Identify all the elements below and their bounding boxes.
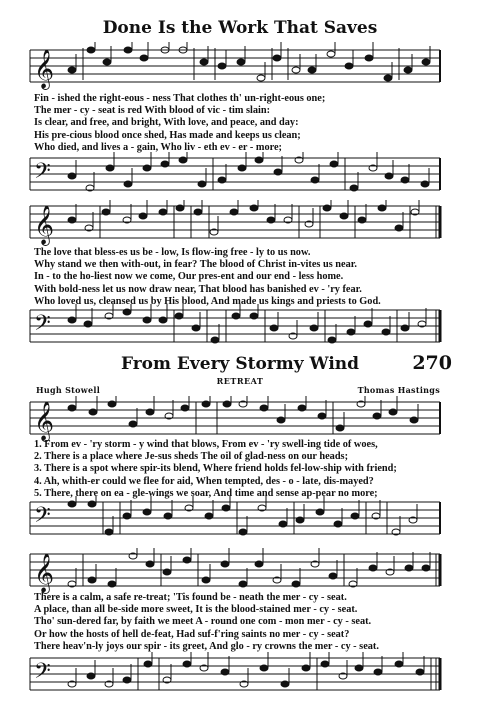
note-head xyxy=(179,157,187,163)
bass-clef-icon: 𝄢 xyxy=(34,659,51,689)
bass-clef-icon: 𝄢 xyxy=(34,503,51,533)
lyric-line: 2. There is a place where Je-sus sheds The oil of glad-ness on our heads; xyxy=(34,451,348,463)
note-head xyxy=(68,501,76,507)
note-head xyxy=(323,205,331,211)
note-head xyxy=(336,425,344,431)
note-head xyxy=(146,561,154,567)
note-head xyxy=(198,181,206,187)
lyric-line: Is clear, and free, and bright, With love, and peace, and day: xyxy=(34,117,299,129)
verse-lines xyxy=(34,247,444,308)
note-head xyxy=(273,55,281,61)
note-head xyxy=(382,329,390,335)
treble-clef-icon: 𝄞 xyxy=(34,49,55,89)
note-head xyxy=(358,217,366,223)
note-head xyxy=(124,47,132,53)
treble-clef-icon: 𝄞 xyxy=(34,401,55,441)
note-head xyxy=(422,59,430,65)
note-head xyxy=(347,329,355,335)
note-head xyxy=(321,661,329,667)
note-head xyxy=(218,63,226,69)
note-head xyxy=(143,509,151,515)
note-head xyxy=(102,209,110,215)
note-head xyxy=(310,325,318,331)
note-head xyxy=(302,665,310,671)
note-head xyxy=(222,505,230,511)
note-head xyxy=(175,313,183,319)
note-head xyxy=(88,501,96,507)
note-head xyxy=(200,59,208,65)
lyric-line: There heav'n-ly joys our spir - its greet, And glo - ry crowns the mer - cy - seat. xyxy=(34,640,379,652)
note-head xyxy=(316,509,324,515)
note-head xyxy=(205,513,213,519)
note-head xyxy=(237,59,245,65)
note-head xyxy=(202,577,210,583)
note-head xyxy=(238,165,246,171)
note-head xyxy=(143,165,151,171)
note-head xyxy=(87,673,95,679)
note-head xyxy=(87,47,95,53)
note-head xyxy=(401,325,409,331)
note-head xyxy=(68,173,76,179)
note-head xyxy=(181,405,189,411)
bass-clef-icon: 𝄢 xyxy=(34,311,51,341)
note-head xyxy=(221,669,229,675)
note-head xyxy=(230,209,238,215)
note-head xyxy=(255,561,263,567)
note-head xyxy=(395,661,403,667)
note-head xyxy=(298,405,306,411)
note-head xyxy=(159,317,167,323)
lyric-line: Or how the hosts of hell de-feat, Had suf-f'ring saints no mer - cy - seat? xyxy=(34,628,350,640)
note-head xyxy=(146,409,154,415)
verse-lines xyxy=(34,93,444,154)
note-head xyxy=(292,67,300,73)
lyric-line: The mer - cy - seat is red With blood of vic - tim slain: xyxy=(34,105,271,117)
lyric-line: Who died, and lives a - gain, Who liv - eth ev - er - more; xyxy=(34,141,282,153)
note-head xyxy=(123,309,131,315)
note-head xyxy=(345,63,353,69)
treble-staff xyxy=(0,42,480,94)
lyric-line: With bold-ness let us now draw near, That blood has banished ev - 'ry fear. xyxy=(34,283,362,295)
note-head xyxy=(143,317,151,323)
note-head xyxy=(68,317,76,323)
note-head xyxy=(267,217,275,223)
note-head xyxy=(140,55,148,61)
note-head xyxy=(108,581,116,587)
treble-clef-icon: 𝄞 xyxy=(34,553,55,593)
note-head xyxy=(373,413,381,419)
note-head xyxy=(421,181,429,187)
note-head xyxy=(68,217,76,223)
verse-lines xyxy=(34,439,444,500)
treble-staff xyxy=(0,548,480,594)
note-head xyxy=(260,665,268,671)
note-head xyxy=(123,513,131,519)
note-head xyxy=(308,67,316,73)
bass-staff xyxy=(0,152,480,200)
lyric-line: Fin - ished the right-eous - ness That clothes th' un-right-eous one; xyxy=(34,93,326,104)
note-head xyxy=(327,51,335,57)
note-head xyxy=(405,565,413,571)
note-head xyxy=(389,409,397,415)
lyric-line: His pre-cious blood once shed, Has made and keeps us clean; xyxy=(34,129,301,141)
note-head xyxy=(129,421,137,427)
music-credit: Thomas Hastings xyxy=(357,385,440,395)
note-head xyxy=(163,569,171,575)
note-head xyxy=(223,401,231,407)
note-head xyxy=(330,161,338,167)
treble-staff xyxy=(0,200,480,248)
note-head xyxy=(218,177,226,183)
note-head xyxy=(250,205,258,211)
note-head xyxy=(401,177,409,183)
lyric-line: Who loved us, cleansed us by His blood, And made us kings and priests to God. xyxy=(34,295,381,307)
lyric-line: In - to the ho-liest now we come, Our pres-ent and our end - less home. xyxy=(34,271,344,283)
note-head xyxy=(89,409,97,415)
note-head xyxy=(318,413,326,419)
note-head xyxy=(281,681,289,687)
hymn-title: From Every Stormy Wind xyxy=(120,354,360,374)
lyric-line: A place, than all be-side more sweet, It is the blood-stained mer - cy - seat. xyxy=(34,604,358,616)
note-head xyxy=(164,513,172,519)
note-head xyxy=(123,677,131,683)
hymn-number: 270 xyxy=(412,352,452,374)
note-head xyxy=(176,205,184,211)
note-head xyxy=(395,225,403,231)
treble-staff xyxy=(0,396,480,442)
note-head xyxy=(88,577,96,583)
note-head xyxy=(364,321,372,327)
note-head xyxy=(292,581,300,587)
note-head xyxy=(161,161,169,167)
note-head xyxy=(385,173,393,179)
note-head xyxy=(369,565,377,571)
note-head xyxy=(404,67,412,73)
tune-name: RETREAT xyxy=(216,376,264,386)
note-head xyxy=(221,561,229,567)
note-head xyxy=(422,565,430,571)
note-head xyxy=(124,181,132,187)
lyric-line: 3. There is a spot where spir-its blend, Where friend holds fel-low-ship with friend; xyxy=(34,463,397,475)
note-head xyxy=(296,517,304,523)
note-head xyxy=(340,213,348,219)
note-head xyxy=(277,417,285,423)
note-head xyxy=(183,661,191,667)
note-head xyxy=(159,209,167,215)
note-head xyxy=(194,209,202,215)
words-credit: Hugh Stowell xyxy=(36,385,101,395)
note-head xyxy=(334,521,342,527)
note-head xyxy=(211,337,219,343)
note-head xyxy=(255,157,263,163)
note-head xyxy=(108,401,116,407)
bass-staff xyxy=(0,496,480,542)
note-head xyxy=(250,313,258,319)
note-head xyxy=(192,325,200,331)
lyric-line: Why stand we then with-out, in fear? The blood of Christ in-vites us near. xyxy=(34,259,357,271)
bass-staff xyxy=(0,652,480,698)
note-head xyxy=(384,75,392,81)
note-head xyxy=(106,165,114,171)
note-head xyxy=(378,205,386,211)
note-head xyxy=(68,405,76,411)
hymn-title: Done Is the Work That Saves xyxy=(102,18,378,38)
lyric-line: Tho' sun-dered far, by faith we meet A - round one com - mon mer - cy - seat. xyxy=(34,616,372,628)
note-head xyxy=(311,177,319,183)
note-head xyxy=(416,669,424,675)
note-head xyxy=(274,169,282,175)
note-head xyxy=(139,213,147,219)
note-head xyxy=(279,521,287,527)
lyric-line: 4. Ah, whith-er could we flee for aid, When tempted, des - o - late, dis-mayed? xyxy=(34,475,374,487)
note-head xyxy=(365,55,373,61)
note-head xyxy=(257,75,265,81)
lyric-line: There is a calm, a safe re-treat; 'Tis found be - neath the mer - cy - seat. xyxy=(34,592,347,603)
lyric-line: 5. There, there on ea - gle-wings we soar, And time and sense ap-pear no more; xyxy=(34,487,378,499)
note-head xyxy=(232,313,240,319)
bass-clef-icon: 𝄢 xyxy=(34,159,51,189)
note-head xyxy=(239,581,247,587)
note-head xyxy=(270,325,278,331)
note-head xyxy=(183,557,191,563)
verse-lines xyxy=(34,592,444,653)
note-head xyxy=(328,337,336,343)
note-head xyxy=(374,669,382,675)
note-head xyxy=(84,321,92,327)
note-head xyxy=(410,417,418,423)
note-head xyxy=(144,661,152,667)
treble-clef-icon: 𝄞 xyxy=(34,205,55,245)
note-head xyxy=(105,529,113,535)
note-head xyxy=(351,513,359,519)
lyric-line: The love that bless-es us be - low, Is flow-ing free - ly to us now. xyxy=(34,247,311,258)
lyric-line: 1. From ev - 'ry storm - y wind that blows, From ev - 'ry swell-ing tide of woes, xyxy=(34,439,378,450)
note-head xyxy=(355,665,363,671)
note-head xyxy=(68,67,76,73)
note-head xyxy=(350,185,358,191)
note-head xyxy=(260,405,268,411)
note-head xyxy=(103,59,111,65)
note-head xyxy=(239,529,247,535)
note-head xyxy=(202,401,210,407)
note-head xyxy=(329,573,337,579)
bass-staff xyxy=(0,304,480,350)
